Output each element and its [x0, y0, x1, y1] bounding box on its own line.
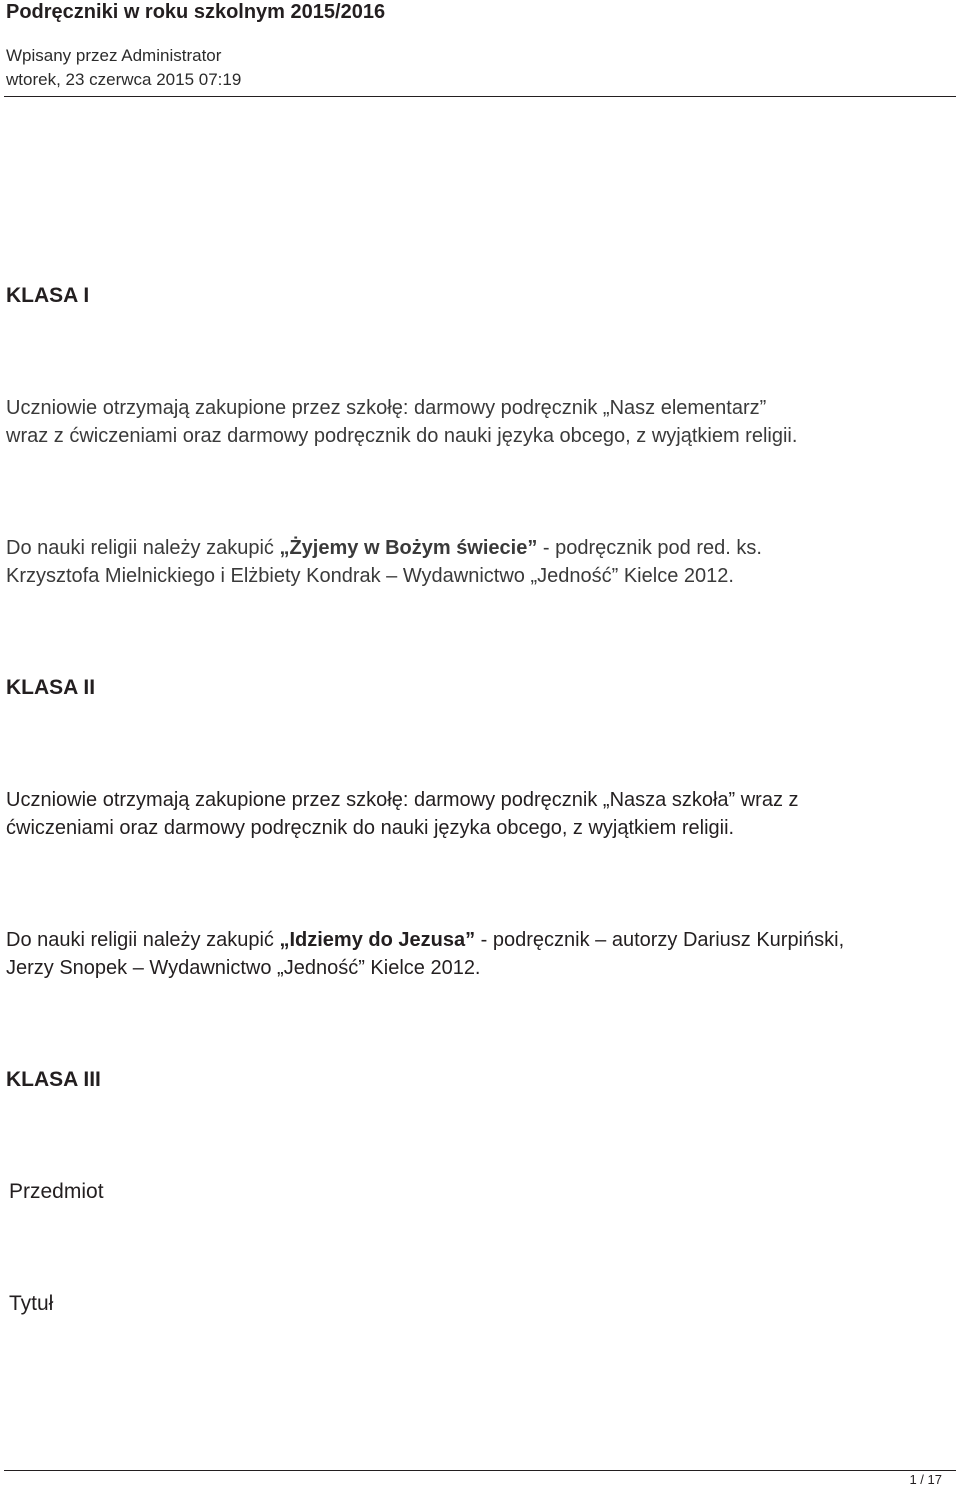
klasa1-religion-suffix: - podręcznik pod red. ks.	[537, 537, 762, 559]
table-header-subject: Przedmiot	[9, 1180, 104, 1203]
klasa2-paragraph2-line2: Jerzy Snopek – Wydawnictwo „Jedność” Kielce 2012.	[6, 957, 481, 979]
footer-divider	[4, 1470, 956, 1471]
klasa2-paragraph1-line1: Uczniowie otrzymają zakupione przez szkołę: darmowy podręcznik „Nasza szkoła” wraz z	[6, 789, 799, 811]
section-heading-klasa-3: KLASA III	[6, 1068, 101, 1091]
page-title: Podręczniki w roku szkolnym 2015/2016	[6, 1, 386, 23]
klasa1-paragraph2-line1	[6, 535, 762, 562]
table-header-title: Tytuł	[9, 1292, 54, 1315]
author-line: Wpisany przez Administrator	[6, 46, 222, 65]
klasa2-religion-prefix: Do nauki religii należy zakupić	[6, 929, 280, 951]
section-heading-klasa-1: KLASA I	[6, 284, 90, 307]
klasa2-paragraph1-line2: ćwiczeniami oraz darmowy podręcznik do nauki języka obcego, z wyjątkiem religii.	[6, 817, 735, 839]
header-divider	[4, 96, 956, 97]
klasa1-religion-prefix: Do nauki religii należy zakupić	[6, 537, 280, 559]
section-heading-klasa-2: KLASA II	[6, 676, 96, 699]
klasa1-paragraph1-line1: Uczniowie otrzymają zakupione przez szkołę: darmowy podręcznik „Nasz elementarz”	[6, 397, 767, 419]
klasa2-religion-book-title: „Idziemy do Jezusa”	[279, 929, 476, 951]
klasa1-paragraph1-line2: wraz z ćwiczeniami oraz darmowy podręcznik do nauki języka obcego, z wyjątkiem religii.	[6, 425, 798, 447]
klasa1-paragraph2-line2: Krzysztofa Mielnickiego i Elżbiety Kondrak – Wydawnictwo „Jedność” Kielce 2012.	[6, 565, 734, 587]
page-number: 1 / 17	[909, 1472, 942, 1487]
klasa2-paragraph2-line1	[6, 927, 844, 954]
klasa2-religion-suffix: - podręcznik – autorzy Dariusz Kurpiński,	[475, 929, 845, 951]
date-line: wtorek, 23 czerwca 2015 07:19	[6, 70, 242, 89]
klasa1-religion-book-title: „Żyjemy w Bożym świecie”	[279, 537, 538, 559]
